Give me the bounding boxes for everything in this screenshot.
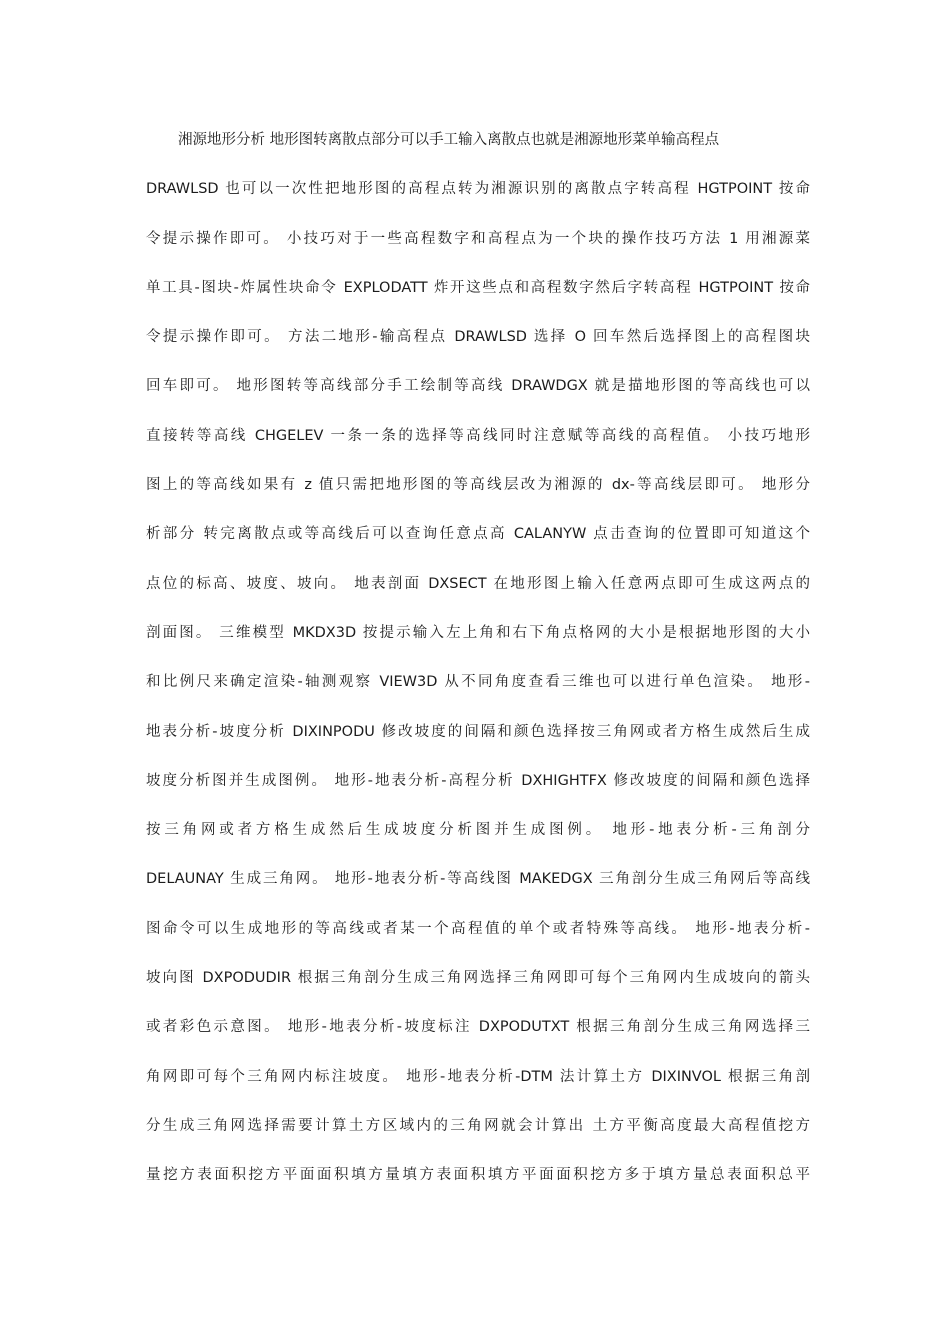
text-line: 和比例尺来确定渲染-轴测观察 VIEW3D 从不同角度查看三维也可以进行单色渲染。 地形- (146, 674, 810, 691)
text-line: 令提示操作即可。 方法二地形-输高程点 DRAWLSD 选择 O 回车然后选择图上的高程图块 (146, 329, 810, 346)
text-line: 坡向图 DXPODUDIR 根据三角剖分生成三角网选择三角网即可每个三角网内生成坡向的箭头 (146, 970, 810, 987)
text-line: 地表分析-坡度分析 DIXINPODU 修改坡度的间隔和颜色选择按三角网或者方格生成然后生成 (146, 723, 810, 740)
text-line: 量挖方表面积挖方平面面积填方量填方表面积填方平面面积挖方多于填方量总表面积总平 (146, 1167, 810, 1184)
text-line: DELAUNAY 生成三角网。 地形-地表分析-等高线图 MAKEDGX 三角剖分生成三角网后等高线 (146, 871, 810, 888)
text-line: 剖面图。 三维模型 MKDX3D 按提示输入左上角和右下角点格网的大小是根据地形图的大小 (146, 624, 810, 641)
text-line: 图命令可以生成地形的等高线或者某一个高程值的单个或者特殊等高线。 地形-地表分析- (146, 920, 810, 937)
text-line: 角网即可每个三角网内标注坡度。 地形-地表分析-DTM 法计算土方 DIXINVOL 根据三角剖 (146, 1068, 810, 1085)
text-line: 坡度分析图并生成图例。 地形-地表分析-高程分析 DXHIGHTFX 修改坡度的间隔和颜色选择 (146, 772, 810, 789)
text-line: 直接转等高线 CHGELEV 一条一条的选择等高线同时注意赋等高线的高程值。 小技巧地形 (146, 427, 810, 444)
text-line: 单工具-图块-炸属性块命令 EXPLODATT 炸开这些点和高程数字然后字转高程 HGTPOINT 按命 (146, 279, 810, 296)
text-line: 令提示操作即可。 小技巧对于一些高程数字和高程点为一个块的操作技巧方法 1 用湘源菜 (146, 230, 810, 247)
text-line: 分生成三角网选择需要计算土方区域内的三角网就会计算出 土方平衡高度最大高程值挖方 (146, 1117, 810, 1134)
text-line: 或者彩色示意图。 地形-地表分析-坡度标注 DXPODUTXT 根据三角剖分生成三角网选择三 (146, 1019, 810, 1036)
body-text (146, 116, 810, 1201)
text-line: 析部分 转完离散点或等高线后可以查询任意点高 CALANYW 点击查询的位置即可知道这个 (146, 526, 810, 543)
text-line: 回车即可。 地形图转等高线部分手工绘制等高线 DRAWDGX 就是描地形图的等高线也可以 (146, 378, 810, 395)
text-line: DRAWLSD 也可以一次性把地形图的高程点转为湘源识别的离散点字转高程 HGTPOINT 按命 (146, 181, 810, 198)
text-line: 按三角网或者方格生成然后生成坡度分析图并生成图例。 地形-地表分析-三角剖分 (146, 822, 810, 839)
text-line: 湘源地形分析 地形图转离散点部分可以手工输入离散点也就是湘源地形菜单输高程点 (178, 132, 720, 148)
text-line: 图上的等高线如果有 z 值只需把地形图的等高线层改为湘源的 dx-等高线层即可。 地形分 (146, 477, 810, 494)
text-line: 点位的标高、坡度、坡向。 地表剖面 DXSECT 在地形图上输入任意两点即可生成这两点的 (146, 575, 810, 592)
